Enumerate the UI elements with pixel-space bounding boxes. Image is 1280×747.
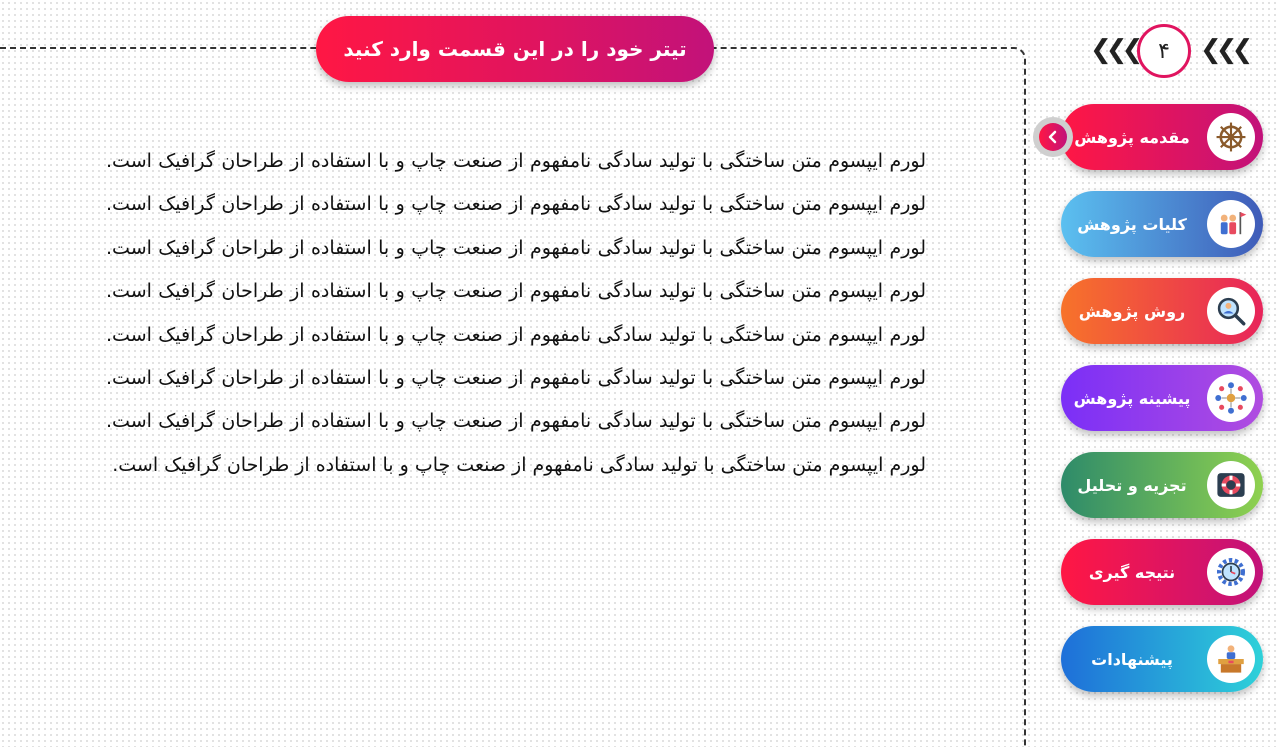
sidebar-item-label: مقدمه پژوهش (1074, 127, 1190, 147)
sidebar-item-suggestions[interactable] (1061, 626, 1263, 692)
sidebar-item-analysis[interactable] (1061, 452, 1263, 518)
page-number: ۴ (1158, 38, 1170, 64)
magnifier-person-icon (1207, 287, 1255, 335)
sidebar-item-label: روش پژوهش (1078, 301, 1186, 321)
network-people-icon (1207, 374, 1255, 422)
sidebar-item-label: پیشینه پژوهش (1073, 388, 1191, 408)
sidebar-item-introduction[interactable] (1061, 104, 1263, 170)
active-item-indicator (1033, 117, 1073, 157)
sidebar-item-label: پیشنهادات (1091, 649, 1173, 669)
chevron-left-double-icon[interactable]: ❮❮❮ (1090, 35, 1138, 65)
page-number-badge (1137, 24, 1191, 78)
sidebar-item-label: کلیات پژوهش (1077, 214, 1187, 234)
team-flag-icon (1207, 200, 1255, 248)
sidebar-item-conclusion[interactable] (1061, 539, 1263, 605)
meeting-podium-icon (1207, 635, 1255, 683)
chevron-right-double-icon[interactable]: ❮❮❮ (1200, 35, 1248, 65)
gear-clock-icon (1207, 548, 1255, 596)
body-paragraph: لورم ایپسوم متن ساختگی با تولید سادگی نامفهوم از صنعت چاپ و با استفاده از طراحان گرافیک است. لورم ایپسوم متن ساختگی با تولید سادگی نامفهوم از صنعت چاپ و با استفاده از طراحان گرافیک است. لورم ایپسوم متن ساختگی با تولید سادگی نامفهوم از صنعت چاپ و با استفاده از طراحان گرافیک است. لورم ایپسوم متن ساختگی با تولید سادگی نامفهوم از صنعت چاپ و با استفاده از طراحان گرافیک است. لورم ایپسوم متن ساختگی با تولید سادگی نامفهوم از صنعت چاپ و با استفاده از طراحان گرافیک است. لورم ایپسوم متن ساختگی با تولید سادگی نامفهوم از صنعت چاپ و با استفاده از طراحان گرافیک است. لورم ایپسوم متن ساختگی با تولید سادگی نامفهوم از صنعت چاپ و با استفاده از طراحان گرافیک است. لورم ایپسوم متن ساختگی با تولید سادگی نامفهوم از صنعت چاپ و با استفاده از طراحان گرافیک است. (106, 150, 926, 476)
sidebar-item-background[interactable] (1061, 365, 1263, 431)
chevron-left-icon (1039, 123, 1067, 151)
sidebar-item-label: تجزیه و تحلیل (1077, 475, 1187, 495)
ship-wheel-icon (1207, 113, 1255, 161)
sidebar-item-label: نتیجه گیری (1088, 562, 1176, 582)
page-title-text: تیتر خود را در این قسمت وارد کنید (343, 37, 687, 61)
page-title (316, 16, 714, 82)
sidebar-item-method[interactable] (1061, 278, 1263, 344)
sidebar-item-overview[interactable] (1061, 191, 1263, 257)
lifebuoy-icon (1207, 461, 1255, 509)
